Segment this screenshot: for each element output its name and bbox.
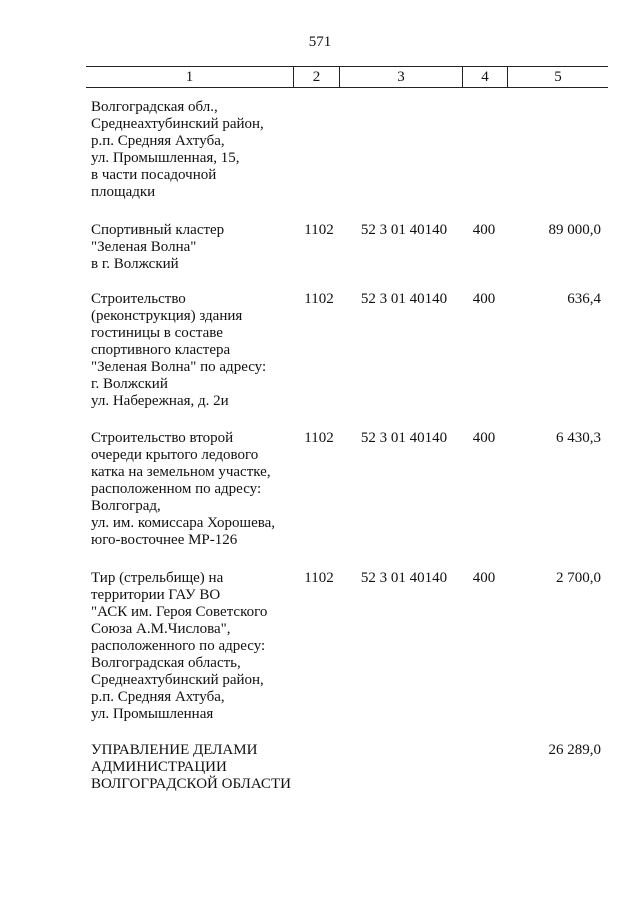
row-name-line: спортивного кластера [91,342,231,358]
row-name-line: в части посадочной [91,167,217,183]
row-name-line: Строительство [91,291,186,307]
row-name [91,742,291,793]
row-name-line: Среднеахтубинский район, [91,672,264,688]
row-name-line: АДМИНИСТРАЦИИ [91,759,227,775]
row-section-code: 1102 [304,291,334,307]
row-name-line: в г. Волжский [91,256,179,272]
row-name-line: гостиницы в составе [91,325,223,341]
row-name [91,570,291,723]
row-name-line: очереди крытого ледового [91,447,259,463]
row-name-line: юго-восточнее МР-126 [91,532,238,548]
row-amount: 636,4 [567,291,601,307]
row-name-line: "Зеленая Волна" [91,239,197,255]
header-col-2: 2 [312,69,321,85]
header-col-3: 3 [397,69,405,85]
row-section-code: 1102 [304,222,334,238]
row-amount: 89 000,0 [548,222,601,238]
row-expense-type: 400 [472,291,496,307]
row-name-line: Союза А.М.Числова", [91,621,231,637]
row-name [91,99,291,201]
header-col-1: 1 [185,69,194,85]
page-number: 571 [308,34,332,50]
row-name-line: ул. им. комиссара Хорошева, [91,515,276,531]
row-name-line: катка на земельном участке, [91,464,271,480]
row-target-code: 52 3 01 40140 [360,291,448,307]
row-name-line: ул. Промышленная, 15, [91,150,240,166]
row-name-line: р.п. Средняя Ахтуба, [91,133,225,149]
row-name-line: Спортивный кластер [91,222,225,238]
row-section-code: 1102 [304,570,334,586]
row-name-line: (реконструкция) здания [91,308,243,324]
row-name-line: Строительство второй [91,430,234,446]
row-name [91,222,291,273]
row-name-line: площадки [91,184,156,200]
row-expense-type: 400 [472,570,496,586]
row-name-line: расположенного по адресу: [91,638,266,654]
row-name-line: расположенном по адресу: [91,481,262,497]
row-name-line: Волгоградская обл., [91,99,218,115]
row-amount: 26 289,0 [548,742,601,758]
row-name-line: Волгоград, [91,498,161,514]
row-name-line: "Зеленая Волна" по адресу: [91,359,267,375]
row-name-line: территории ГАУ ВО [91,587,221,603]
row-amount: 6 430,3 [556,430,601,446]
row-name-line: Среднеахтубинский район, [91,116,264,132]
row-name-line: г. Волжский [91,376,168,392]
row-name-line: "АСК им. Героя Советского [91,604,268,620]
row-target-code: 52 3 01 40140 [360,430,448,446]
row-expense-type: 400 [472,430,496,446]
row-name [91,291,291,410]
row-amount: 2 700,0 [556,570,601,586]
row-name-line: ВОЛГОГРАДСКОЙ ОБЛАСТИ [91,776,291,792]
row-name-line: ул. Промышленная [91,706,214,722]
row-name-line: р.п. Средняя Ахтуба, [91,689,225,705]
header-col-5: 5 [554,69,562,85]
row-name-line: ул. Набережная, д. 2и [91,393,229,409]
row-name-line: Волгоградская область, [91,655,241,671]
header-col-4: 4 [481,69,489,85]
row-name-line: УПРАВЛЕНИЕ ДЕЛАМИ [91,742,258,758]
row-target-code: 52 3 01 40140 [360,570,448,586]
row-expense-type: 400 [472,222,496,238]
row-target-code: 52 3 01 40140 [360,222,448,238]
row-name-line: Тир (стрельбище) на [91,570,224,586]
table-header [86,66,608,88]
row-name [91,430,291,549]
row-section-code: 1102 [304,430,334,446]
